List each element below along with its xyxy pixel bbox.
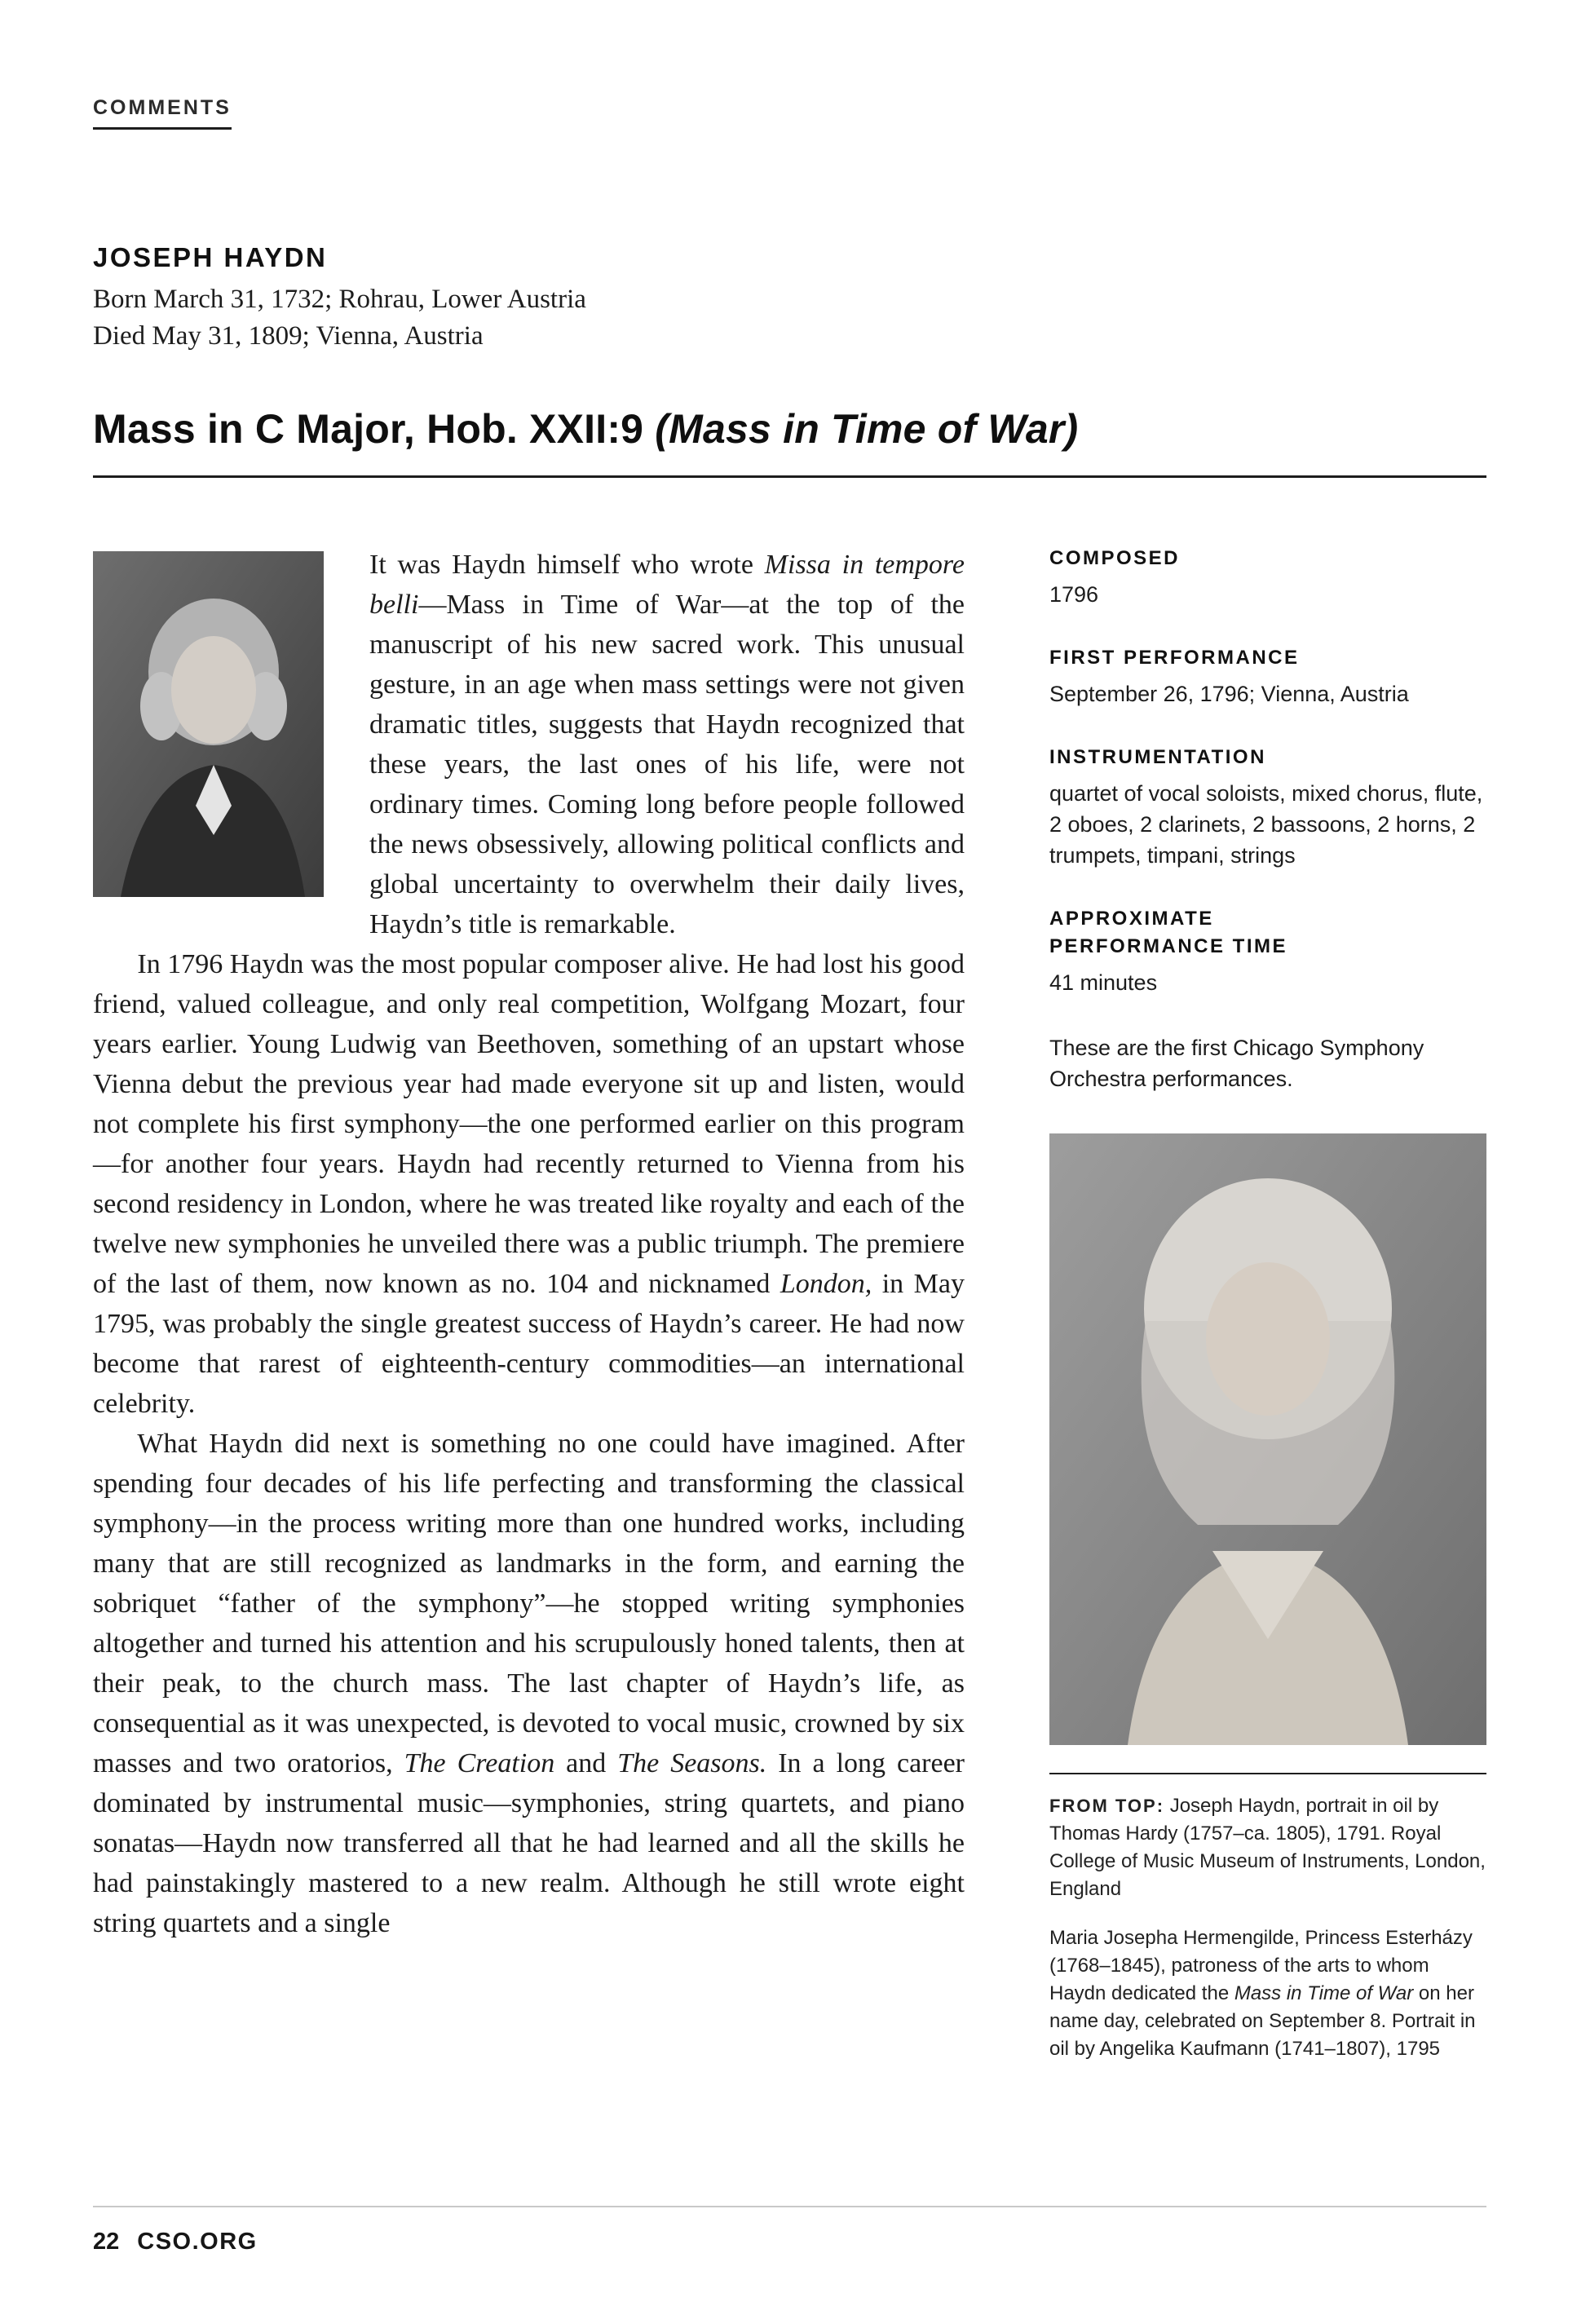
work-title-main: Mass in C Major, Hob. XXII:9 [93, 406, 644, 452]
content-columns [93, 545, 1486, 2084]
first-performance-label: FIRST PERFORMANCE [1049, 647, 1300, 669]
performance-time-value: 41 minutes [1049, 970, 1158, 995]
esterhazy-portrait-art [1049, 1133, 1486, 1745]
caption-rule [1049, 1773, 1486, 1774]
composer-born: Born March 31, 1732; Rohrau, Lower Austria [93, 285, 586, 314]
p3-italic-seasons: The Seasons. [617, 1748, 767, 1778]
page-number: 22 [93, 2229, 120, 2255]
fact-first-performance [1049, 644, 1486, 709]
fact-instrumentation [1049, 744, 1486, 871]
p3-italic-creation: The Creation [404, 1748, 555, 1778]
composed-value: 1796 [1049, 582, 1099, 607]
p1-italic: Missa in tempore belli [369, 550, 965, 620]
article-paragraph-2 [93, 944, 965, 1424]
caption-esterhazy-text: Maria Josepha Hermengilde, Princess Esterházy (1768–1845), patroness of the arts to whom Haydn dedicated the [1049, 1927, 1473, 2004]
caption-esterhazy-italic: Mass in Time of War [1234, 1982, 1414, 2004]
p2-text-cont: in May 1795, was probably the single greatest success of Haydn’s career. He had now become that rarest of eighteenth-century commodities—an international celebrity. [93, 1269, 965, 1419]
p3-text: What Haydn did next is something no one could have imagined. After spending four decades of his life perfecting and transforming the classical symphony—in the process writing more than one hundred works, including many that are still recognized as landmarks in the form, and earning the sobriquet “father of the symphony”—he stopped writing symphonies altogether and turned his attention and his scrupulously honed talents, then at their peak, to the church mass. The last chapter of Haydn’s life, as consequential as it was unexpected, is devoted to vocal music, crowned by six masses and two oratorios, [93, 1429, 965, 1778]
article-column [93, 545, 965, 2084]
haydn-portrait-image [93, 551, 324, 897]
page-footer [93, 2206, 1486, 2324]
caption-esterhazy [1049, 1924, 1486, 2063]
composer-name: JOSEPH HAYDN [93, 242, 328, 272]
composer-died: Died May 31, 1809; Vienna, Austria [93, 321, 484, 351]
footer-line [93, 2229, 1486, 2256]
fact-composed [1049, 545, 1486, 610]
caption-esterhazy-text-cont: on her name day, celebrated on September 8. Portrait in oil by Angelika Kaufmann (1741–1807), 1795 [1049, 1982, 1476, 2060]
composer-block [93, 242, 1486, 355]
title-rule [93, 475, 1486, 478]
fact-performance-time [1049, 905, 1486, 998]
premiere-note: These are the first Chicago Symphony Orchestra performances. [1049, 1036, 1424, 1091]
instrumentation-value: quartet of vocal soloists, mixed chorus, flute, 2 oboes, 2 clarinets, 2 bassoons, 2 horns, 2 trumpets, timpani, strings [1049, 781, 1483, 868]
haydn-portrait-art [93, 551, 324, 897]
p1-text: It was Haydn himself who wrote [369, 550, 765, 580]
facts-sidebar [1049, 545, 1486, 2084]
work-title-subtitle: (Mass in Time of War) [655, 406, 1079, 452]
instrumentation-label: INSTRUMENTATION [1049, 746, 1266, 768]
site-name: CSO.ORG [137, 2229, 258, 2255]
footer-rule [93, 2206, 1486, 2207]
section-label: COMMENTS [93, 96, 232, 130]
composed-label: COMPOSED [1049, 547, 1181, 569]
p2-text: In 1796 Haydn was the most popular composer alive. He had lost his good friend, valued colleague, and only real competition, Wolfgang Mozart, four years earlier. Young Ludwig van Beethoven, something of an upstart whose Vienna debut the previous year had made everyone sit up and listen, would not complete his first symphony—the one performed earlier on this program—for another four years. Haydn had recently returned to Vienna from his second residency in London, where he was treated like royalty and each of the twelve new symphonies he unveiled there was a public triumph. The premiere of the last of them, now known as no. 104 and nicknamed [93, 949, 965, 1299]
p2-italic: London, [780, 1269, 872, 1299]
esterhazy-portrait-image [1049, 1133, 1486, 1745]
p3-text-cont: In a long career dominated by instrumental music—symphonies, string quartets, and piano sonatas—Haydn now transferred all that he had learned and all the skills he had painstakingly mastered to a new realm. Although he still wrote eight string quartets and a single [93, 1748, 965, 1938]
p3-text-mid: and [554, 1748, 618, 1778]
caption-haydn-text: Joseph Haydn, portrait in oil by Thomas Hardy (1757–ca. 1805), 1791. Royal College of Music Museum of Instruments, London, England [1049, 1795, 1486, 1900]
first-performance-value: September 26, 1796; Vienna, Austria [1049, 682, 1409, 706]
from-top-label: FROM TOP: [1049, 1796, 1165, 1816]
article-paragraph-3 [93, 1424, 965, 1943]
performance-time-label: APPROXIMATE PERFORMANCE TIME [1049, 908, 1287, 957]
work-title [93, 405, 1486, 453]
p1-text-cont: —Mass in Time of War—at the top of the manuscript of his new sacred work. This unusual gesture, in an age when mass settings were not given dramatic titles, suggests that Haydn recognized that these years, the last ones of his life, were not ordinary times. Coming long before people followed the news obsessively, allowing political conflicts and global uncertainty to overwhelm their daily lives, Haydn’s title is remarkable. [369, 590, 965, 939]
caption-haydn [1049, 1792, 1486, 1903]
composer-dates [93, 281, 1486, 355]
